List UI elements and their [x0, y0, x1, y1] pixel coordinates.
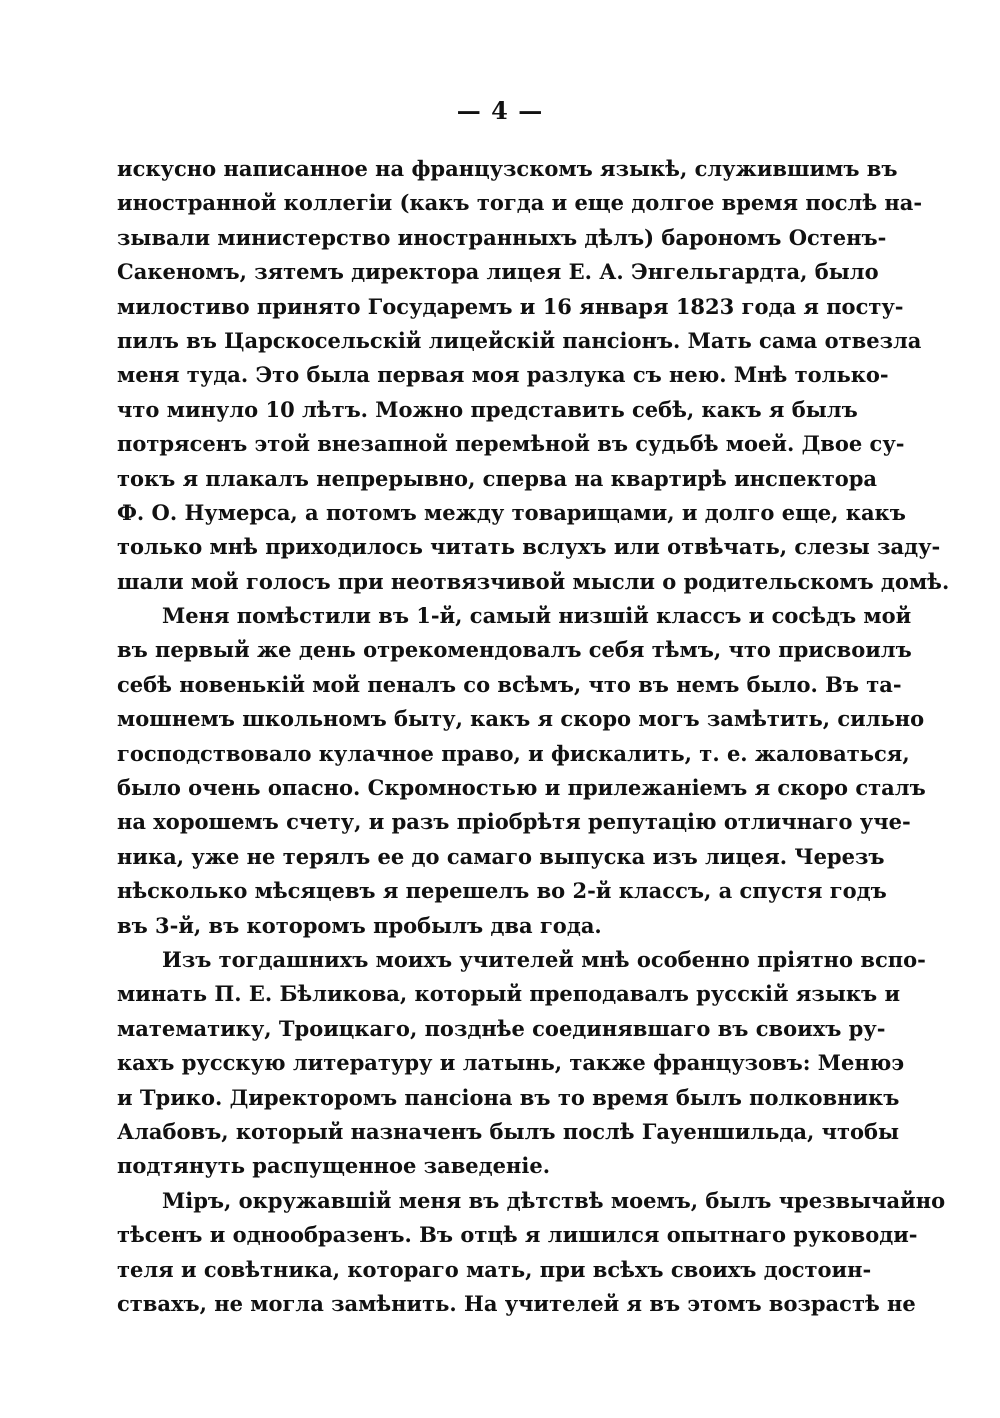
text-line: Сакеномъ, зятемъ директора лицея Е. А. Энгельгардта, было [117, 259, 879, 285]
text-line: искусно написанное на французскомъ языкѣ, служившимъ въ [117, 156, 898, 181]
text-line: пилъ въ Царскосельскій лицейскій пансіонъ. Мать сама отвезла [117, 327, 922, 353]
text-line: потрясенъ этой внезапной перемѣной въ судьбѣ моей. Двое су- [117, 431, 905, 457]
text-line: господствовало кулачное право, и фискалить, т. е. жаловаться, [117, 740, 910, 766]
text-line: Міръ, окружавшій меня въ дѣтствѣ моемъ, былъ чрезвычайно [162, 1187, 946, 1213]
text-line: Ф. О. Нумерса, а потомъ между товарищами, и долго еще, какъ [117, 499, 906, 525]
text-line: нѣсколько мѣсяцевъ я перешелъ во 2-й классъ, а спустя годъ [117, 878, 887, 904]
text-line: Меня помѣстили въ 1-й, самый низшій классъ и сосѣдъ мой [162, 603, 912, 629]
text-line: математику, Троицкаго, позднѣе соединявшаго въ своихъ ру- [117, 1015, 886, 1041]
body-text [117, 152, 950, 1321]
text-line: только мнѣ приходилось читать вслухъ или отвѣчать, слезы заду- [117, 534, 941, 560]
text-line: Алабовъ, который назначенъ былъ послѣ Гауеншильда, чтобы [117, 1118, 900, 1144]
text-line: зывали министерство иностранныхъ дѣлъ) барономъ Остенъ- [117, 224, 887, 250]
text-line: что минуло 10 лѣтъ. Можно представить себѣ, какъ я былъ [117, 396, 858, 422]
text-line: мошнемъ школьномъ быту, какъ я скоро могъ замѣтить, сильно [117, 706, 925, 732]
text-line: въ 3-й, въ которомъ пробылъ два года. [117, 912, 602, 938]
text-line: шали мой голосъ при неотвязчивой мысли о родительскомъ домѣ. [117, 568, 950, 594]
text-line: токъ я плакалъ непрерывно, сперва на квартирѣ инспектора [117, 465, 878, 491]
text-line: минать П. Е. Бѣликова, который преподавалъ русскій языкъ и [117, 981, 901, 1007]
text-line: ника, уже не терялъ ее до самаго выпуска изъ лицея. Черезъ [117, 843, 885, 869]
text-line: себѣ новенькій мой пеналъ со всѣмъ, что въ немъ было. Въ та- [117, 671, 902, 697]
text-line: ствахъ, не могла замѣнить. На учителей я въ этомъ возрастѣ не [117, 1290, 916, 1316]
page-number: — 4 — [456, 96, 544, 125]
text-line: тѣсенъ и однообразенъ. Въ отцѣ я лишился опытнаго руководи- [117, 1222, 918, 1248]
text-line: подтянуть распущенное заведеніе. [117, 1153, 551, 1179]
text-line: иностранной коллегіи (какъ тогда и еще долгое время послѣ на- [117, 190, 923, 216]
text-line: милостиво принято Государемъ и 16 января 1823 года я посту- [117, 293, 904, 319]
text-line: было очень опасно. Скромностью и прилежаніемъ я скоро сталъ [117, 775, 926, 801]
text-line: меня туда. Это была первая моя разлука съ нею. Мнѣ только- [117, 362, 889, 388]
text-line: кахъ русскую литературу и латынь, также французовъ: Менюэ [117, 1050, 905, 1076]
text-line: Изъ тогдашнихъ моихъ учителей мнѣ особенно пріятно вспо- [162, 946, 926, 972]
text-line: въ первый же день отрекомендовалъ себя тѣмъ, что присвоилъ [117, 637, 912, 663]
text-line: теля и совѣтника, котораго мать, при всѣхъ своихъ достоин- [117, 1256, 872, 1282]
text-line: и Трико. Директоромъ пансіона въ то время былъ полковникъ [117, 1084, 900, 1110]
text-line: на хорошемъ счету, и разъ пріобрѣтя репутацію отличнаго уче- [117, 809, 911, 835]
